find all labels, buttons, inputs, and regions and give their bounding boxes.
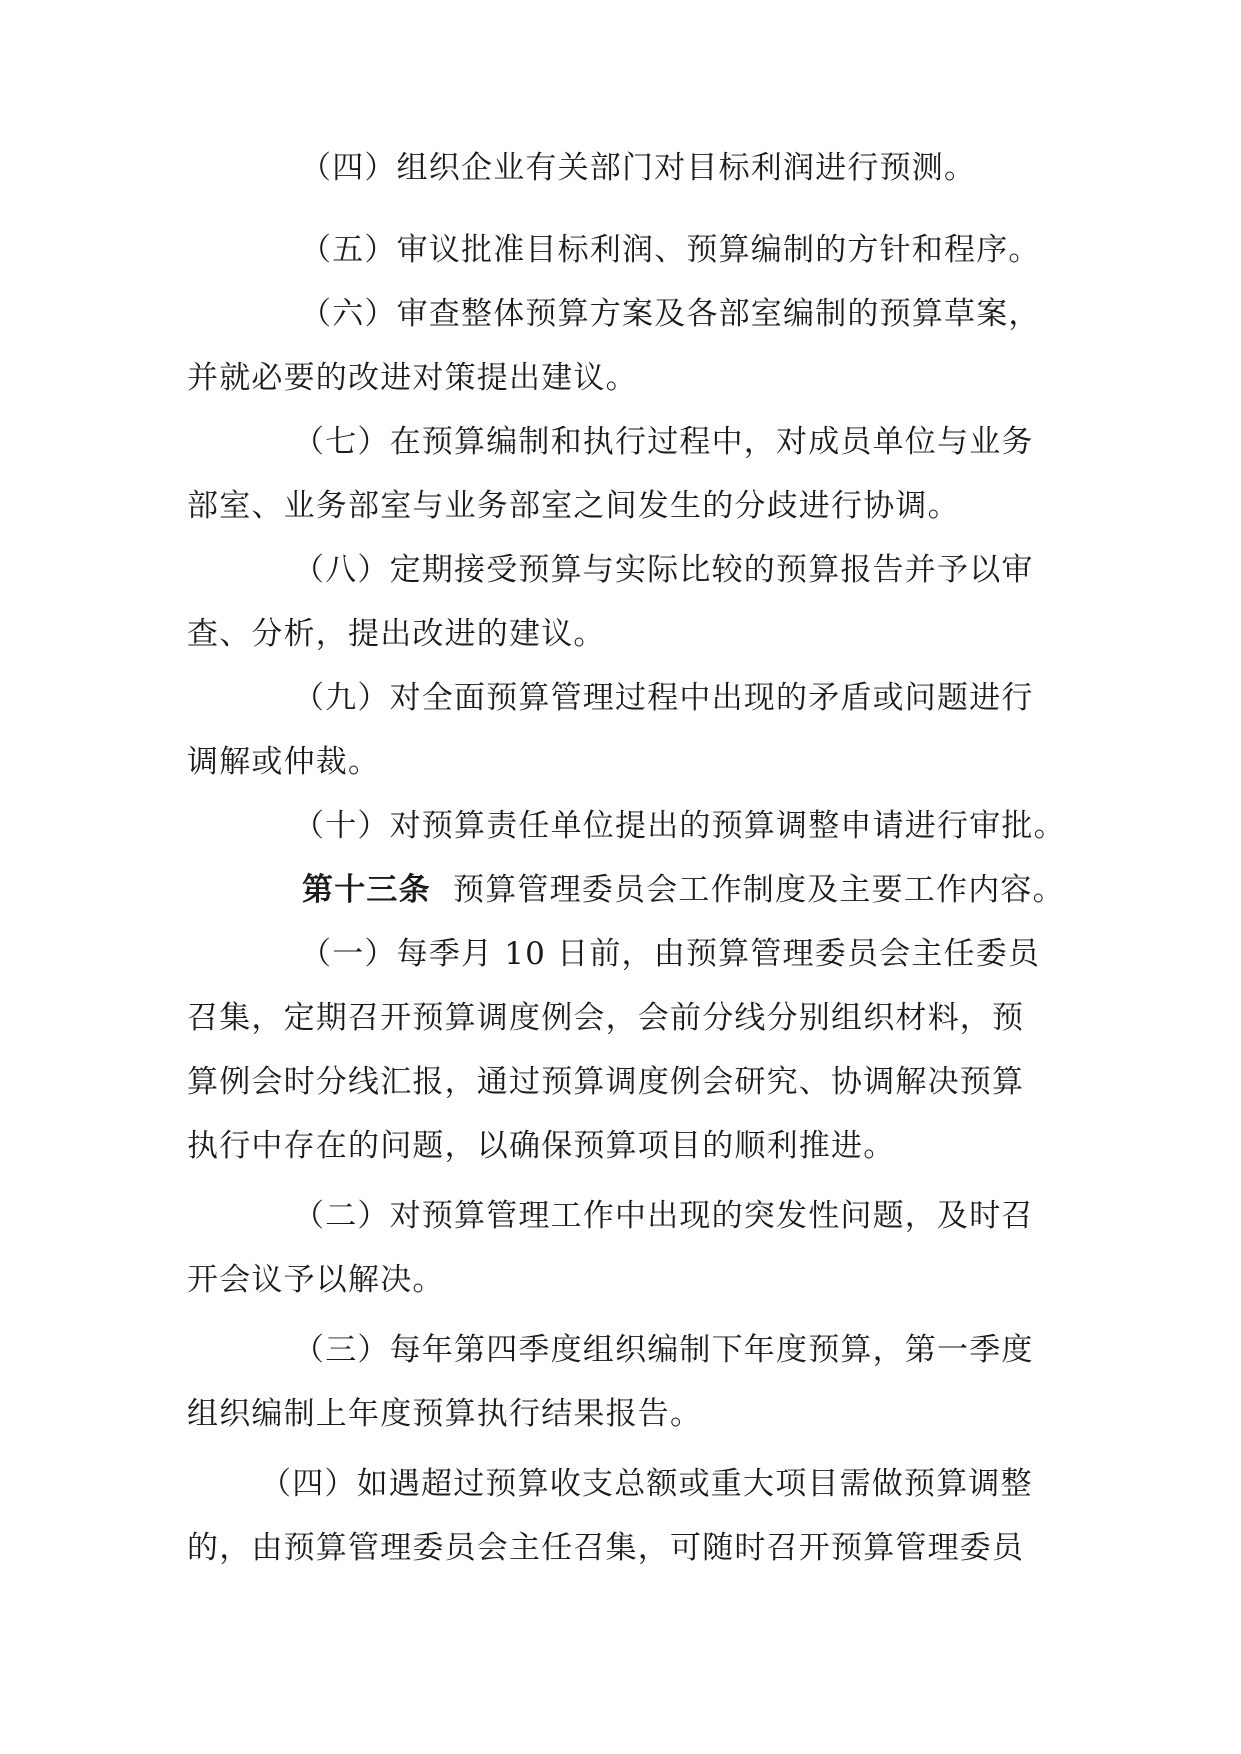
- paragraph-line: （十）对预算责任单位提出的预算调整申请进行审批。: [293, 808, 1066, 844]
- paragraph-line: 开会议予以解决。: [187, 1262, 445, 1298]
- paragraph-line: （五）审议批准目标利润、预算编制的方针和程序。: [300, 232, 1041, 268]
- paragraph-line: （四）组织企业有关部门对目标利润进行预测。: [300, 150, 977, 186]
- paragraph-line: （九）对全面预算管理过程中出现的矛盾或问题进行: [293, 680, 1034, 716]
- paragraph-line: 执行中存在的问题，以确保预算项目的顺利推进。: [187, 1128, 896, 1164]
- paragraph-line: （三）每年第四季度组织编制下年度预算，第一季度: [293, 1332, 1034, 1368]
- paragraph-line: （四）如遇超过预算收支总额或重大项目需做预算调整: [260, 1466, 1033, 1502]
- paragraph-line: （六）审查整体预算方案及各部室编制的预算草案，: [300, 296, 1041, 332]
- paragraph-line: （七）在预算编制和执行过程中，对成员单位与业务: [293, 424, 1034, 460]
- paragraph-line: 调解或仲裁。: [187, 744, 381, 780]
- paragraph-line: （二）对预算管理工作中出现的突发性问题，及时召: [293, 1198, 1034, 1234]
- paragraph-line: 召集，定期召开预算调度例会，会前分线分别组织材料，预: [187, 1000, 1025, 1036]
- paragraph-line: 的，由预算管理委员会主任召集，可随时召开预算管理委员: [187, 1530, 1025, 1566]
- article-heading: 预算管理委员会工作制度及主要工作内容。: [453, 872, 1065, 908]
- paragraph-line: 查、分析，提出改进的建议。: [187, 616, 606, 652]
- paragraph-line: 组织编制上年度预算执行结果报告。: [187, 1396, 703, 1432]
- paragraph-line: 部室、业务部室与业务部室之间发生的分歧进行协调。: [187, 488, 960, 524]
- paragraph-line: （八）定期接受预算与实际比较的预算报告并予以审: [293, 552, 1034, 588]
- paragraph-line: （一）每季月 10 日前，由预算管理委员会主任委员: [300, 936, 1041, 972]
- paragraph-line: 算例会时分线汇报，通过预算调度例会研究、协调解决预算: [187, 1064, 1025, 1100]
- paragraph-line: 并就必要的改进对策提出建议。: [187, 360, 638, 396]
- article-number: 第十三条: [302, 872, 431, 908]
